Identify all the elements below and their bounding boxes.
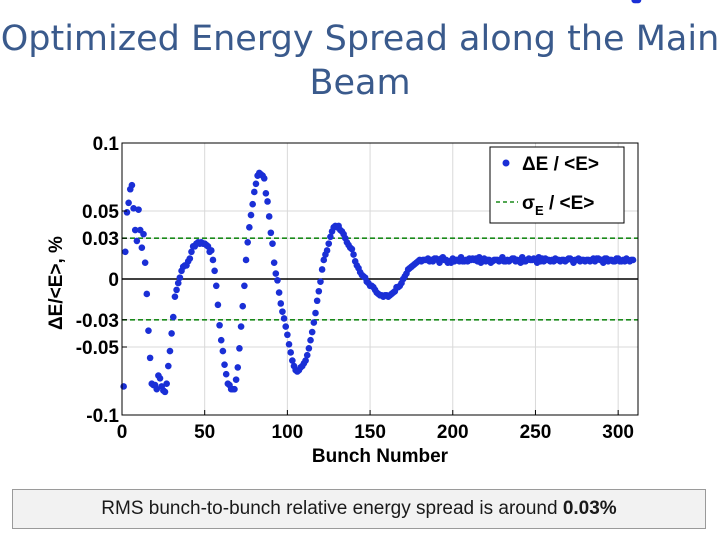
y-tick-label: 0.05 <box>82 202 119 223</box>
y-tick-label: 0 <box>108 270 119 291</box>
data-point <box>157 375 164 382</box>
data-point <box>168 330 175 337</box>
legend-entry-delta <box>522 154 599 175</box>
data-point <box>218 337 225 344</box>
data-point <box>173 287 180 294</box>
data-point <box>215 302 222 309</box>
data-point <box>273 270 280 277</box>
reference-lines <box>122 238 638 320</box>
data-point <box>210 257 217 264</box>
data-point <box>325 240 332 247</box>
data-point <box>163 380 170 387</box>
data-point <box>249 201 256 208</box>
data-point <box>165 363 172 370</box>
data-point <box>263 190 270 197</box>
data-point <box>147 355 154 362</box>
data-point <box>220 348 227 355</box>
data-point <box>134 238 141 245</box>
data-point <box>231 386 238 393</box>
legend <box>490 147 624 223</box>
data-point <box>236 345 243 352</box>
data-point <box>304 352 311 359</box>
data-point <box>129 182 136 189</box>
x-tick-label: 200 <box>436 422 469 443</box>
legend-sigma-symbol: σ <box>522 193 535 214</box>
data-point <box>284 331 291 338</box>
data-point <box>187 255 194 262</box>
legend-sigma-subscript: E <box>535 203 544 218</box>
caption-text: RMS bunch-to-bunch relative energy spread is around <box>101 498 563 519</box>
data-point <box>120 383 127 390</box>
legend-delta-symbol: Δ <box>522 154 536 175</box>
data-point <box>314 297 321 304</box>
data-point <box>216 322 223 329</box>
data-point <box>316 288 323 295</box>
data-point <box>211 268 218 275</box>
data-point <box>221 361 228 368</box>
data-point <box>124 209 131 216</box>
data-point <box>281 315 288 322</box>
data-point <box>317 278 324 285</box>
data-point <box>246 224 253 231</box>
data-point <box>145 327 152 334</box>
data-point <box>177 274 184 281</box>
data-point <box>274 277 281 284</box>
data-point <box>279 308 286 315</box>
data-point <box>139 244 146 251</box>
data-point <box>233 376 240 383</box>
data-point <box>223 371 230 378</box>
legend-delta-label: E / <E> <box>535 154 600 175</box>
y-tick-label: 0.03 <box>82 229 119 251</box>
data-point <box>208 247 215 254</box>
caption-value: 0.03% <box>562 498 617 519</box>
data-point <box>167 348 174 355</box>
data-point <box>239 303 246 310</box>
y-tick-label: -0.1 <box>86 406 119 427</box>
y-tick-label: 0.1 <box>92 134 119 155</box>
data-point <box>266 213 273 220</box>
data-point <box>135 206 142 213</box>
data-point <box>162 389 169 396</box>
data-point <box>122 249 129 256</box>
data-point <box>142 259 149 266</box>
data-point <box>287 349 294 356</box>
data-point <box>253 181 260 188</box>
x-axis-label: Bunch Number <box>311 446 449 467</box>
legend-dot-marker <box>503 160 510 167</box>
data-point <box>125 200 132 207</box>
legend-sigma-label: / <E> <box>543 193 595 214</box>
data-point <box>269 240 276 247</box>
y-axis-ticks <box>76 134 127 427</box>
y-axis-label: ΔE/<E>, % <box>46 236 67 330</box>
data-point <box>144 291 151 298</box>
data-point <box>261 175 268 182</box>
data-point <box>311 319 318 326</box>
y-tick-label: -0.05 <box>75 338 119 359</box>
data-point <box>630 257 637 264</box>
data-point <box>170 314 177 321</box>
data-point <box>268 229 275 236</box>
data-point <box>234 364 241 371</box>
data-point <box>244 239 251 246</box>
data-point <box>243 257 250 264</box>
data-point <box>319 266 326 273</box>
data-point <box>264 198 271 205</box>
x-tick-label: 0 <box>116 422 128 443</box>
data-point <box>307 337 314 344</box>
x-tick-label: 100 <box>271 422 304 443</box>
data-point <box>276 289 283 296</box>
caption-box <box>12 489 706 529</box>
data-point <box>350 251 357 258</box>
data-point <box>140 231 147 238</box>
x-tick-label: 150 <box>354 422 386 443</box>
data-point <box>282 323 289 330</box>
x-tick-label: 300 <box>602 422 635 443</box>
slide-title: Optimized Energy Spread along the Main Beam <box>0 19 720 103</box>
data-point <box>248 212 255 219</box>
data-point <box>213 283 220 290</box>
data-point <box>277 300 284 307</box>
y-tick-label: -0.03 <box>75 310 119 332</box>
x-tick-label: 250 <box>519 422 552 443</box>
data-point <box>306 345 313 352</box>
x-tick-label: 50 <box>194 422 216 443</box>
data-point <box>312 310 319 317</box>
data-point <box>271 259 278 266</box>
data-point <box>309 329 316 336</box>
data-point <box>241 283 248 290</box>
data-point <box>324 247 331 254</box>
data-point <box>238 323 245 330</box>
data-point <box>172 293 179 300</box>
data-point <box>286 341 293 348</box>
data-point <box>251 189 258 196</box>
